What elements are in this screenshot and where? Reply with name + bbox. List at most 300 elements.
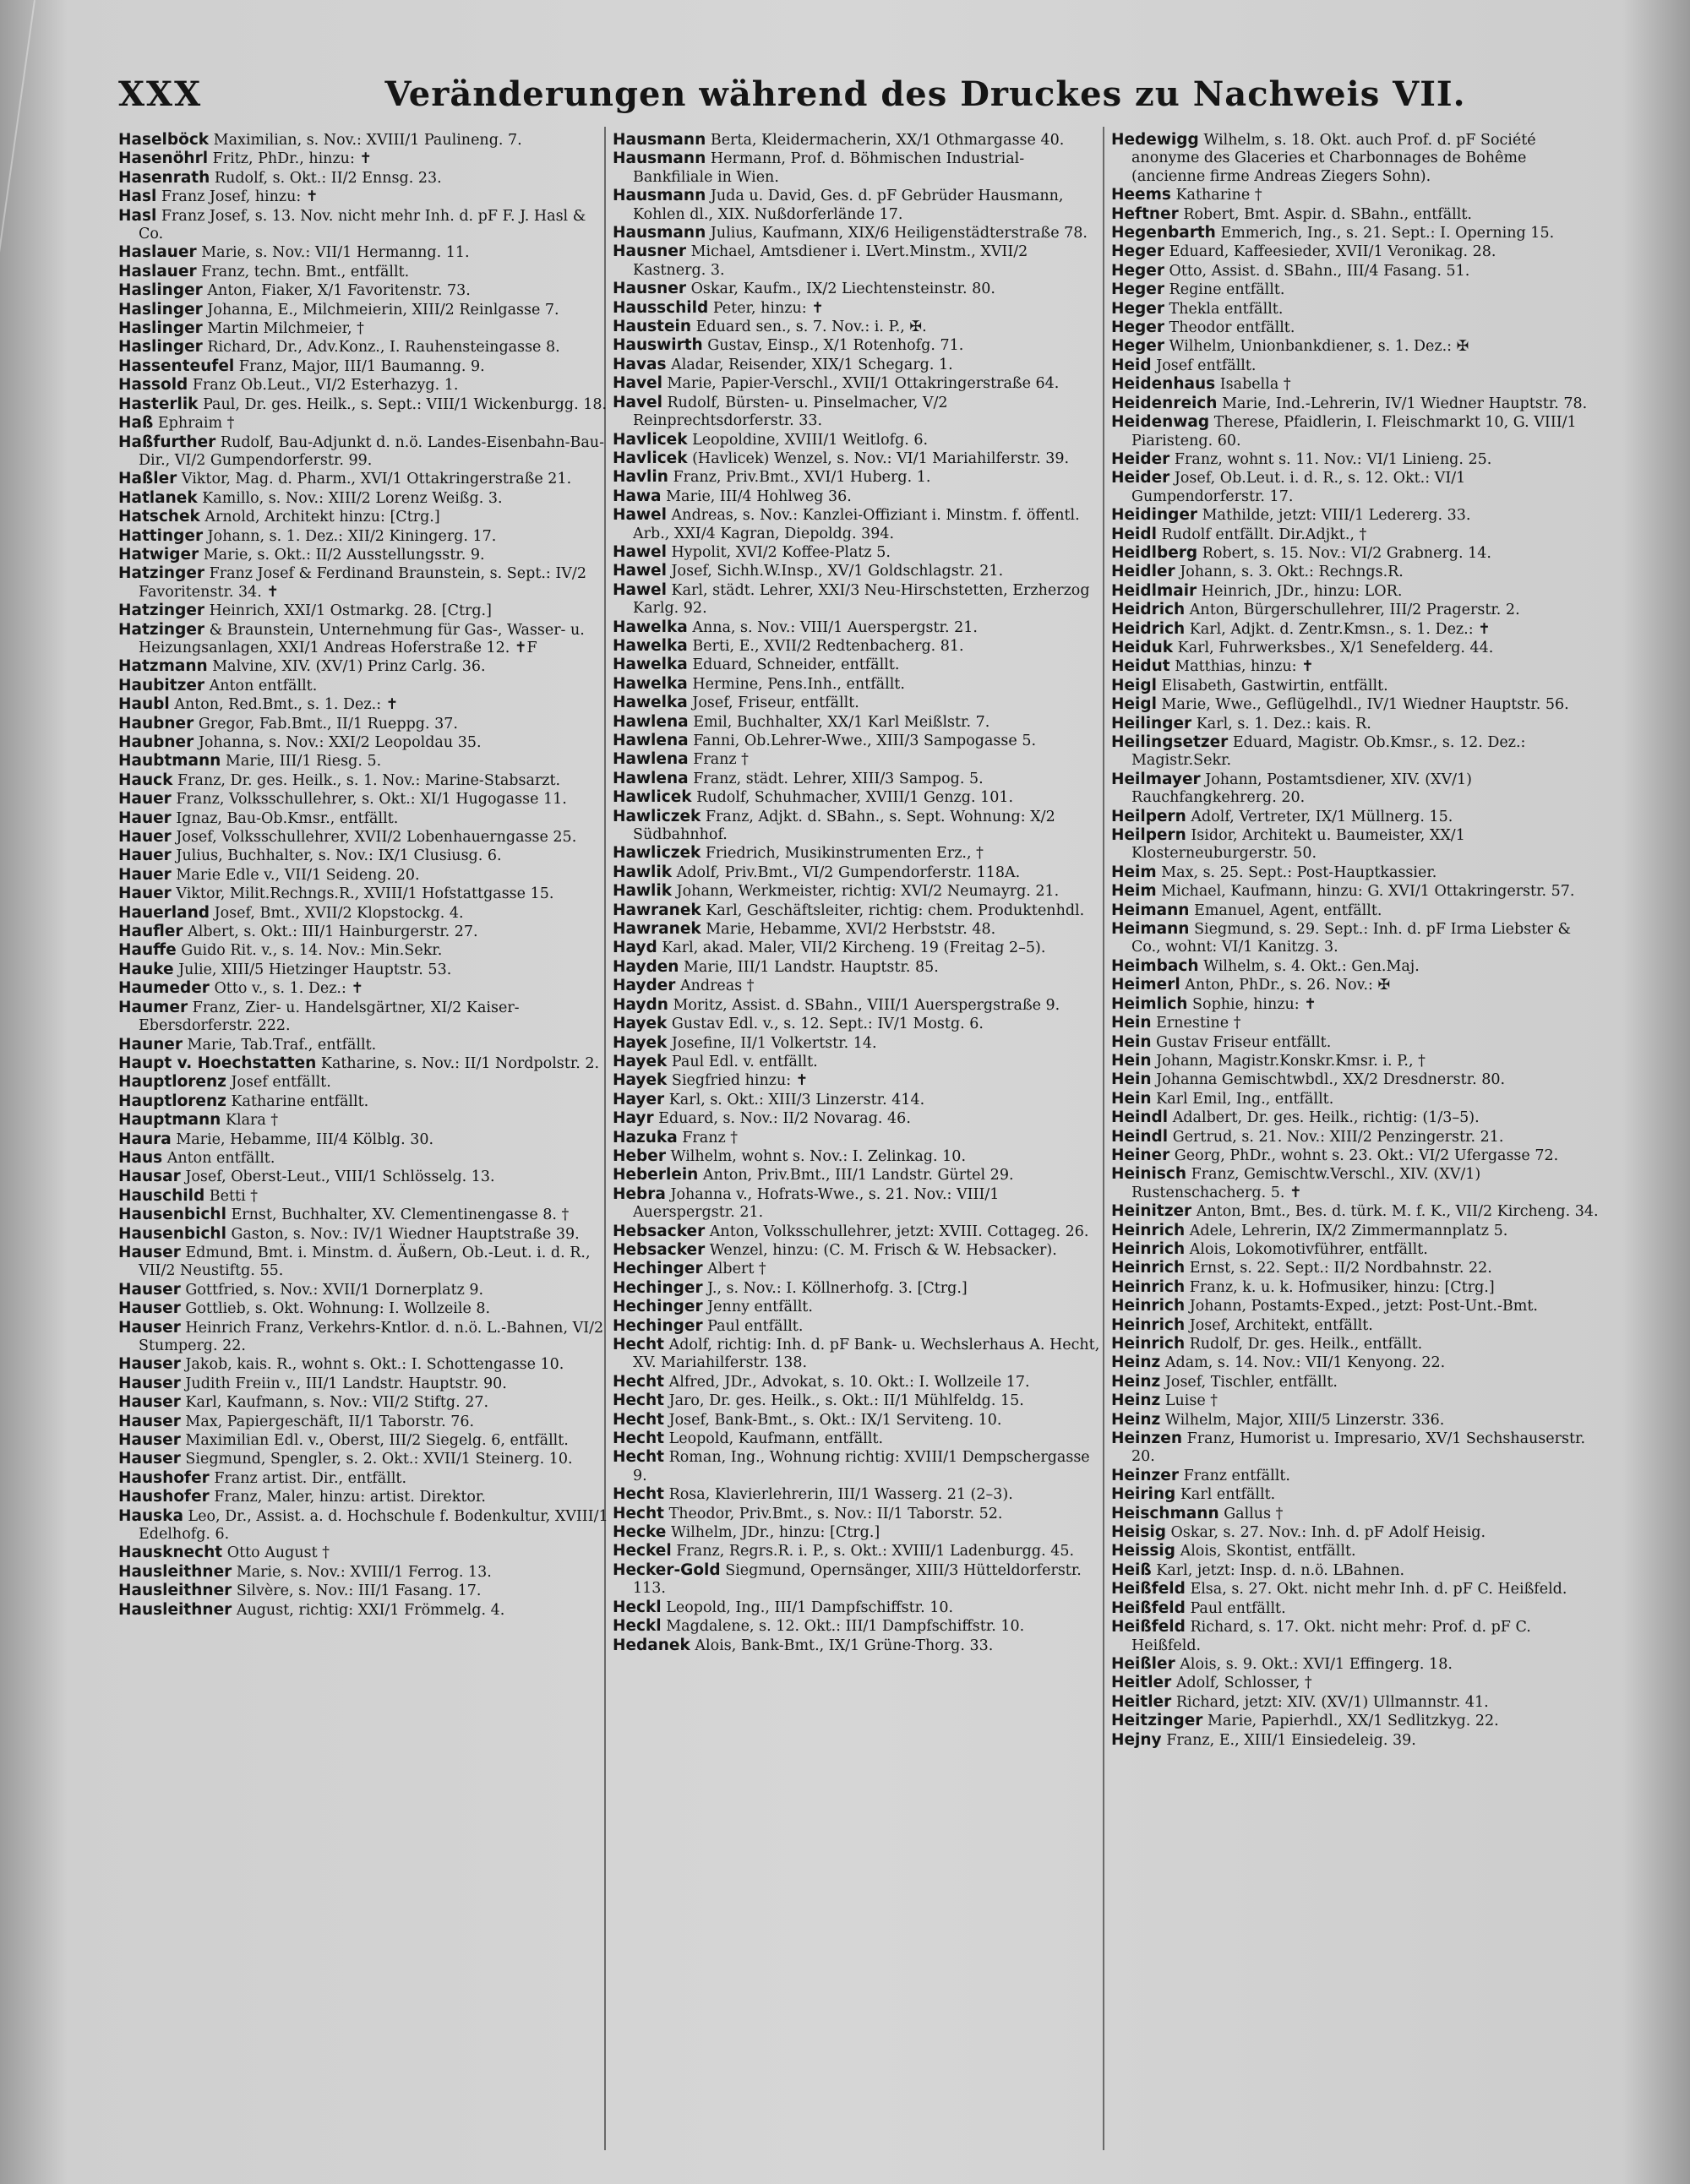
entry-details: Franz Ob.Leut., VI/2 Esterhazyg. 1. bbox=[192, 377, 459, 395]
entry-surname: Heimerl bbox=[1111, 976, 1180, 994]
entry-surname: Hawlena bbox=[613, 750, 689, 769]
directory-entry bbox=[1111, 1561, 1601, 1580]
entry-details: Therese, Pfaidlerin, I. Fleischmarkt 10, G. VIII/1 Piaristeng. 60. bbox=[1131, 414, 1577, 449]
directory-entry bbox=[118, 715, 608, 733]
entry-details: Gustav Friseur entfällt. bbox=[1156, 1033, 1332, 1051]
entry-details: Leopold, Ing., III/1 Dampfschiffstr. 10. bbox=[666, 1599, 954, 1616]
directory-entry bbox=[118, 1281, 608, 1299]
directory-entry bbox=[118, 1319, 608, 1356]
entry-details: Wilhelm, s. 18. Okt. auch Prof. d. pF Société anonyme des Glaceries et Charbonnages de Bohême (ancienne firme Andreas Ziegers Sohn). bbox=[1131, 132, 1536, 185]
directory-entry bbox=[613, 487, 1103, 506]
directory-entry bbox=[613, 356, 1103, 374]
directory-entry bbox=[613, 1109, 1103, 1128]
directory-entry bbox=[118, 131, 608, 150]
entry-surname: Heger bbox=[1111, 299, 1164, 318]
entry-surname: Hawel bbox=[613, 506, 667, 525]
directory-entry bbox=[613, 901, 1103, 920]
directory-entry bbox=[1111, 506, 1601, 525]
entry-details: August, richtig: XXI/1 Frömmelg. 4. bbox=[236, 1601, 505, 1619]
entry-details: Karl, Kaufmann, s. Nov.: VII/2 Stiftg. 27. bbox=[185, 1394, 489, 1412]
entry-surname: Havlicek bbox=[613, 430, 688, 449]
directory-entry bbox=[1111, 1353, 1601, 1372]
directory-entry bbox=[1111, 450, 1601, 469]
entry-surname: Heidenwag bbox=[1111, 413, 1210, 432]
entry-surname: Haupt v. Hoechstatten bbox=[118, 1054, 317, 1072]
entry-details: Wilhelm, s. 4. Okt.: Gen.Maj. bbox=[1203, 957, 1420, 975]
directory-entry bbox=[613, 506, 1103, 543]
entry-surname: Hassold bbox=[118, 376, 188, 395]
entry-details: Oskar, Kaufm., IX/2 Liechtensteinstr. 80. bbox=[690, 280, 995, 298]
directory-entry bbox=[613, 1185, 1103, 1223]
entry-details: Rudolf, s. Okt.: II/2 Ennsg. 23. bbox=[214, 169, 442, 187]
entry-details: Adolf, Priv.Bmt., VI/2 Gumpendorferstr. 118A. bbox=[676, 863, 1021, 881]
entry-details: Josef, Tischler, entfällt. bbox=[1164, 1373, 1338, 1391]
entry-details: Rudolf entfällt. Dir.Adjkt., † bbox=[1161, 526, 1367, 543]
entry-details: Eduard, Magistr. Ob.Kmsr., s. 12. Dez.: Magistr.Sekr. bbox=[1131, 734, 1526, 770]
entry-surname: Hauser bbox=[118, 1374, 181, 1392]
entry-details: Karl, Geschäftsleiter, richtig: chem. Produktenhdl. bbox=[706, 901, 1085, 919]
entry-details: Jaro, Dr. ges. Heilk., s. Okt.: II/1 Mühlfeldg. 15. bbox=[668, 1392, 1024, 1410]
directory-entry bbox=[118, 433, 608, 471]
entry-details: Silvère, s. Nov.: III/1 Fasang. 17. bbox=[236, 1582, 482, 1600]
paper-fold-mark bbox=[0, 0, 35, 2163]
directory-entry bbox=[1111, 186, 1601, 204]
entry-details: Theodor entfällt. bbox=[1169, 319, 1295, 337]
entry-surname: Hausenbichl bbox=[118, 1224, 226, 1243]
entry-details: Karl, s. Okt.: XIII/3 Linzerstr. 414. bbox=[668, 1091, 925, 1108]
entry-details: Thekla entfällt. bbox=[1169, 300, 1284, 318]
entry-surname: Heider bbox=[1111, 449, 1170, 468]
directory-entry bbox=[1111, 677, 1601, 695]
entry-details: Franz Josef & Ferdinand Braunstein, s. Sept.: IV/2 Favoritenstr. 34. ✝ bbox=[139, 565, 586, 601]
entry-details: Elsa, s. 27. Okt. nicht mehr Inh. d. pF C. Heißfeld. bbox=[1190, 1581, 1567, 1599]
directory-entry bbox=[118, 885, 608, 903]
entry-surname: Hayek bbox=[613, 1052, 668, 1070]
directory-entry bbox=[613, 863, 1103, 882]
entry-details: Franz, Maler, hinzu: artist. Direktor. bbox=[214, 1489, 486, 1506]
entry-details: Anna, s. Nov.: VIII/1 Auerspergstr. 21. bbox=[692, 618, 978, 636]
entry-details: Josef, Architekt, entfällt. bbox=[1189, 1316, 1373, 1334]
entry-surname: Hechinger bbox=[613, 1260, 703, 1278]
entry-details: Marie, s. Nov.: VII/1 Hermanng. 11. bbox=[201, 244, 470, 262]
directory-entry bbox=[613, 187, 1103, 224]
directory-entry bbox=[613, 131, 1103, 150]
entry-surname: Heilinger bbox=[1111, 714, 1192, 733]
entry-surname: Hayek bbox=[613, 1015, 668, 1033]
entry-surname: Hausner bbox=[613, 280, 686, 298]
directory-entry bbox=[613, 1091, 1103, 1109]
directory-entry bbox=[118, 546, 608, 564]
directory-entry bbox=[118, 1488, 608, 1506]
entry-details: Franz † bbox=[693, 751, 749, 769]
entry-details: Anton, Bürgerschullehrer, III/2 Pragerstr. 2. bbox=[1189, 602, 1520, 619]
directory-entry bbox=[613, 732, 1103, 750]
directory-entry bbox=[1111, 1485, 1601, 1504]
entry-details: Josef, Bmt., XVII/2 Klopstockg. 4. bbox=[214, 904, 464, 922]
entry-surname: Hausschild bbox=[613, 298, 709, 317]
page-header bbox=[118, 74, 1648, 125]
entry-surname: Heems bbox=[1111, 186, 1171, 204]
directory-entry bbox=[613, 1166, 1103, 1185]
entry-surname: Hein bbox=[1111, 1014, 1152, 1032]
directory-entry bbox=[1111, 1090, 1601, 1108]
entry-details: Josef entfällt. bbox=[231, 1074, 331, 1092]
entry-details: Michael, Kaufmann, hinzu: G. XVI/1 Ottakringerstr. 57. bbox=[1161, 883, 1575, 901]
entry-details: Anton entfällt. bbox=[209, 677, 318, 694]
directory-entry bbox=[118, 1206, 608, 1224]
entry-surname: Hauer bbox=[118, 790, 172, 809]
entry-details: Otto v., s. 1. Dez.: ✝ bbox=[214, 980, 364, 998]
entry-details: Gertrud, s. 21. Nov.: XIII/2 Penzingerstr. 21. bbox=[1172, 1128, 1504, 1146]
directory-entry bbox=[613, 637, 1103, 656]
entry-surname: Heiß bbox=[1111, 1560, 1152, 1579]
directory-entry bbox=[1111, 1202, 1601, 1221]
entry-details: Josef, Sichh.W.Insp., XV/1 Goldschlagstr. 21. bbox=[671, 563, 1004, 580]
entry-details: Josef, Volksschullehrer, XVII/2 Lobenhauerngasse 25. bbox=[176, 829, 577, 847]
directory-entry bbox=[118, 1507, 608, 1544]
directory-entry bbox=[613, 1561, 1103, 1599]
entry-surname: Hauser bbox=[118, 1450, 181, 1468]
directory-entry bbox=[613, 468, 1103, 487]
entry-surname: Haslinger bbox=[118, 338, 203, 357]
entry-details: Isidor, Architekt u. Baumeister, XX/1 Klosterneuburgerstr. 50. bbox=[1131, 827, 1465, 863]
entry-details: Leo, Dr., Assist. a. d. Hochschule f. Bodenkultur, XVIII/1 Edelhofg. 6. bbox=[139, 1507, 608, 1544]
entry-details: Richard, jetzt: XIV. (XV/1) Ullmannstr. 41. bbox=[1175, 1693, 1489, 1711]
directory-entry bbox=[1111, 563, 1601, 581]
entry-surname: Heinz bbox=[1111, 1410, 1161, 1429]
entry-surname: Haslauer bbox=[118, 243, 197, 262]
directory-entry bbox=[1111, 1467, 1601, 1485]
entry-surname: Hawranek bbox=[613, 920, 701, 939]
entry-surname: Hatlanek bbox=[118, 488, 198, 507]
entry-details: Adolf, richtig: Inh. d. pF Bank- u. Wechslerhaus A. Hecht, XV. Mariahilferstr. 138. bbox=[633, 1337, 1100, 1372]
entry-details: Juda u. David, Ges. d. pF Gebrüder Hausmann, Kohlen dl., XIX. Nußdorferlände 17. bbox=[633, 188, 1064, 223]
entry-surname: Heidinger bbox=[1111, 506, 1198, 525]
directory-entry bbox=[613, 958, 1103, 977]
entry-surname: Hauer bbox=[118, 828, 172, 847]
directory-entry bbox=[118, 979, 608, 998]
entry-details: Marie, Hebamme, III/4 Kölblg. 30. bbox=[176, 1130, 434, 1148]
directory-entry bbox=[1111, 224, 1601, 242]
entry-surname: Heilingsetzer bbox=[1111, 733, 1229, 751]
entry-details: Karl, s. 1. Dez.: kais. R. bbox=[1196, 715, 1371, 733]
directory-entry bbox=[1111, 131, 1601, 186]
entry-surname: Heger bbox=[1111, 261, 1164, 280]
directory-entry bbox=[613, 581, 1103, 618]
entry-details: Anton, PhDr., s. 26. Nov.: ✠ bbox=[1185, 977, 1391, 994]
entry-details: Emil, Buchhalter, XX/1 Karl Meißlstr. 7. bbox=[693, 713, 990, 731]
entry-surname: Havlicek bbox=[613, 449, 688, 467]
entry-details: Franz, Adjkt. d. SBahn., s. Sept. Wohnung: X/2 Südbahnhof. bbox=[633, 808, 1055, 844]
entry-details: Theodor, Priv.Bmt., s. Nov.: II/1 Taborstr. 52. bbox=[668, 1505, 1003, 1522]
directory-entry bbox=[118, 301, 608, 319]
directory-entry bbox=[118, 1563, 608, 1582]
entry-details: Franz, Volksschullehrer, s. Okt.: XI/1 Hugogasse 11. bbox=[176, 791, 567, 809]
entry-details: Karl Emil, Ing., entfällt. bbox=[1156, 1090, 1334, 1108]
directory-entry bbox=[1111, 1240, 1601, 1259]
entry-surname: Heger bbox=[1111, 337, 1164, 356]
entry-details: Gottfried, s. Nov.: XVII/1 Dornerplatz 9. bbox=[185, 1281, 484, 1299]
entry-surname: Hawelka bbox=[613, 694, 688, 712]
entry-details: Heinrich, XXI/1 Ostmarkg. 28. [Ctrg.] bbox=[209, 602, 492, 620]
entry-details: Siegmund, Spengler, s. 2. Okt.: XVII/1 Steinerg. 10. bbox=[185, 1451, 573, 1468]
entry-surname: Haßler bbox=[118, 470, 177, 488]
entry-surname: Heilpern bbox=[1111, 826, 1186, 845]
entry-details: Aladar, Reisender, XIX/1 Schegarg. 1. bbox=[671, 356, 953, 373]
entry-details: Oskar, s. 27. Nov.: Inh. d. pF Adolf Heisig. bbox=[1170, 1524, 1486, 1542]
directory-entry bbox=[613, 656, 1103, 674]
entry-surname: Hawlicek bbox=[613, 788, 692, 807]
entry-details: Emmerich, Ing., s. 21. Sept.: I. Operning 15. bbox=[1220, 225, 1555, 242]
entry-details: Jenny entfällt. bbox=[707, 1299, 813, 1316]
entry-surname: Hecht bbox=[613, 1336, 665, 1353]
entry-surname: Heisig bbox=[1111, 1523, 1166, 1542]
directory-entry bbox=[613, 562, 1103, 580]
entry-surname: Haßfurther bbox=[118, 433, 216, 451]
entry-surname: Hawel bbox=[613, 580, 667, 599]
entry-surname: Hawa bbox=[613, 487, 662, 505]
entry-details: Marie, s. Nov.: XVIII/1 Ferrog. 13. bbox=[236, 1563, 492, 1581]
entry-details: Anton, Red.Bmt., s. 1. Dez.: ✝ bbox=[174, 696, 399, 714]
entry-details: Andreas, s. Nov.: Kanzlei-Offiziant i. Minstm. f. öffentl. Arb., XXI/4 Kagran, Diepoldg. 394. bbox=[633, 507, 1080, 542]
directory-entry bbox=[613, 1034, 1103, 1053]
directory-entry bbox=[118, 695, 608, 714]
entry-surname: Hecht bbox=[613, 1372, 665, 1391]
entry-surname: Hawlik bbox=[613, 863, 673, 881]
entry-details: Marie, Papier-Verschl., XVII/1 Ottakringerstraße 64. bbox=[667, 375, 1060, 393]
entry-surname: Heidrich bbox=[1111, 601, 1186, 619]
entry-surname: Heimlich bbox=[1111, 994, 1188, 1013]
entry-surname: Heinrich bbox=[1111, 1259, 1186, 1277]
entry-details: Adolf, Schlosser, † bbox=[1175, 1675, 1312, 1692]
entry-surname: Hecker-Gold bbox=[613, 1560, 721, 1579]
directory-entry bbox=[118, 847, 608, 865]
entry-surname: Hauke bbox=[118, 960, 174, 978]
directory-entry bbox=[613, 844, 1103, 863]
directory-entry bbox=[613, 318, 1103, 336]
entry-details: Karl entfällt. bbox=[1180, 1486, 1276, 1504]
directory-entry bbox=[613, 150, 1103, 187]
entry-surname: Hawliczek bbox=[613, 807, 701, 825]
directory-entry bbox=[613, 996, 1103, 1015]
directory-entry bbox=[118, 150, 608, 168]
directory-entry bbox=[1111, 300, 1601, 319]
entry-surname: Heinrich bbox=[1111, 1315, 1186, 1334]
entry-surname: Hatschek bbox=[118, 508, 200, 526]
entry-surname: Hechinger bbox=[613, 1278, 703, 1297]
entry-details: Siegmund, s. 29. Sept.: Inh. d. pF Irma Liebster & Co., wohnt: VI/1 Kanitzg. 3. bbox=[1131, 921, 1572, 956]
entry-details: Anton, Priv.Bmt., III/1 Landstr. Gürtel 29. bbox=[702, 1167, 1014, 1185]
entry-surname: Heinrich bbox=[1111, 1335, 1186, 1353]
directory-entry bbox=[118, 923, 608, 941]
entry-details: Rosa, Klavierlehrerin, III/1 Wasserg. 21 (2–3). bbox=[668, 1486, 1013, 1504]
directory-entry bbox=[1111, 882, 1601, 901]
directory-entry bbox=[1111, 1712, 1601, 1730]
directory-entry bbox=[613, 1015, 1103, 1033]
directory-entry bbox=[1111, 319, 1601, 337]
entry-surname: Hedanek bbox=[613, 1636, 690, 1654]
directory-entry bbox=[118, 999, 608, 1036]
entry-details: Rudolf, Schuhmacher, XVIII/1 Genzg. 101. bbox=[696, 789, 1014, 807]
entry-details: Heinrich Franz, Verkehrs-Kntlor. d. n.ö. L.-Bahnen, VI/2 Stumperg. 22. bbox=[139, 1319, 604, 1354]
directory-entry bbox=[118, 1601, 608, 1620]
directory-entry bbox=[1111, 1618, 1601, 1655]
directory-entry bbox=[118, 564, 608, 602]
entry-details: Viktor, Milit.Rechngs.R., XVIII/1 Hofstattgasse 15. bbox=[176, 885, 554, 903]
running-title: Veränderungen während des Druckes zu Nachweis VII. bbox=[384, 74, 1466, 114]
entry-surname: Hauer bbox=[118, 865, 172, 884]
entry-surname: Heigl bbox=[1111, 695, 1157, 714]
entry-details: Regine entfällt. bbox=[1169, 281, 1285, 299]
entry-surname: Heinrich bbox=[1111, 1297, 1186, 1315]
entry-details: Josefine, II/1 Volkertstr. 14. bbox=[671, 1034, 877, 1052]
entry-surname: Hauffe bbox=[118, 941, 177, 960]
entry-surname: Hayden bbox=[613, 957, 679, 976]
column-right bbox=[1111, 131, 1601, 2159]
entry-surname: Hauer bbox=[118, 809, 172, 827]
directory-entry bbox=[1111, 1278, 1601, 1297]
entry-surname: Heißfeld bbox=[1111, 1580, 1186, 1599]
entry-details: Mathilde, jetzt: VIII/1 Ledererg. 33. bbox=[1202, 507, 1471, 525]
entry-surname: Heinisch bbox=[1111, 1165, 1187, 1184]
entry-details: Hermann, Prof. d. Böhmischen Industrial-Bankfiliale in Wien. bbox=[633, 150, 1025, 186]
entry-surname: Hayder bbox=[613, 977, 676, 995]
entry-surname: Haydn bbox=[613, 995, 668, 1014]
directory-entry bbox=[1111, 1014, 1601, 1032]
entry-details: Gallus † bbox=[1224, 1505, 1284, 1522]
entry-surname: Havas bbox=[613, 355, 667, 373]
directory-entry bbox=[118, 1054, 608, 1073]
entry-surname: Haß bbox=[118, 414, 154, 433]
directory-entry bbox=[1111, 1392, 1601, 1410]
directory-entry bbox=[118, 677, 608, 695]
entry-details: Franz entfällt. bbox=[1183, 1467, 1290, 1484]
directory-entry bbox=[613, 449, 1103, 468]
entry-details: Wilhelm, Major, XIII/5 Linzerstr. 336. bbox=[1164, 1411, 1445, 1429]
entry-details: Anton, Fiaker, X/1 Favoritenstr. 73. bbox=[207, 282, 471, 300]
entry-details: Franz, techn. Bmt., entfällt. bbox=[201, 263, 410, 280]
entry-surname: Heim bbox=[1111, 863, 1157, 881]
directory-entry bbox=[613, 1373, 1103, 1392]
directory-entry bbox=[613, 1599, 1103, 1617]
entry-surname: Hawelka bbox=[613, 636, 688, 655]
entry-surname: Heider bbox=[1111, 469, 1170, 487]
directory-entry bbox=[1111, 280, 1601, 299]
entry-details: Judith Freiin v., III/1 Landstr. Hauptstr. 90. bbox=[185, 1375, 507, 1392]
directory-entry bbox=[1111, 1655, 1601, 1674]
entry-details: Julie, XIII/5 Hietzinger Hauptstr. 53. bbox=[178, 961, 452, 978]
entry-surname: Hausenbichl bbox=[118, 1206, 226, 1224]
directory-entry bbox=[613, 1279, 1103, 1298]
entry-details: Johann, Magistr.Konskr.Kmsr. i. P., † bbox=[1156, 1052, 1426, 1070]
directory-entry bbox=[1111, 826, 1601, 863]
directory-entry bbox=[1111, 808, 1601, 826]
entry-surname: Hawlena bbox=[613, 769, 689, 787]
entry-details: Anton, Volksschullehrer, jetzt: XVIII. Cottageg. 26. bbox=[709, 1223, 1089, 1240]
entry-surname: Hauptlorenz bbox=[118, 1073, 226, 1092]
entry-surname: Heindl bbox=[1111, 1127, 1169, 1146]
entry-surname: Hawlena bbox=[613, 732, 689, 749]
entry-surname: Heinrich bbox=[1111, 1239, 1186, 1258]
entry-details: Marie, Tab.Traf., entfällt. bbox=[187, 1036, 377, 1054]
entry-details: Karl, Fuhrwerksbes., X/1 Senefelderg. 44. bbox=[1177, 639, 1494, 656]
directory-entry bbox=[118, 1450, 608, 1468]
entry-details: Arnold, Architekt hinzu: [Ctrg.] bbox=[204, 509, 440, 526]
directory-entry bbox=[1111, 1373, 1601, 1392]
entry-surname: Hecht bbox=[613, 1448, 665, 1467]
entry-details: Max, Papiergeschäft, II/1 Taborstr. 76. bbox=[185, 1413, 475, 1430]
entry-surname: Hauser bbox=[118, 1318, 181, 1337]
directory-entry bbox=[613, 299, 1103, 318]
entry-details: Josef, Oberst-Leut., VIII/1 Schlösselg. 13. bbox=[185, 1168, 495, 1186]
entry-surname: Hassenteufel bbox=[118, 357, 235, 375]
entry-details: Adalbert, Dr. ges. Heilk., richtig: (1/3–5). bbox=[1172, 1109, 1480, 1127]
entry-surname: Hausner bbox=[613, 242, 686, 261]
entry-details: Siegfried hinzu: ✝ bbox=[671, 1072, 809, 1090]
entry-details: Johanna, E., Milchmeierin, XIII/2 Reinlgasse 7. bbox=[207, 301, 559, 319]
directory-entry bbox=[1111, 469, 1601, 506]
directory-entry bbox=[118, 1299, 608, 1318]
entry-surname: Heidenreich bbox=[1111, 394, 1218, 412]
directory-entry bbox=[118, 602, 608, 620]
column-left bbox=[118, 131, 608, 2159]
entry-details: J., s. Nov.: I. Köllnerhofg. 3. [Ctrg.] bbox=[707, 1279, 968, 1297]
entry-details: Paul entfällt. bbox=[1190, 1599, 1286, 1617]
entry-details: Ernst, s. 22. Sept.: II/2 Nordbahnstr. 22. bbox=[1189, 1260, 1492, 1277]
entry-details: Roman, Ing., Wohnung richtig: XVIII/1 Dempschergasse 9. bbox=[633, 1449, 1090, 1484]
entry-surname: Heim bbox=[1111, 882, 1157, 901]
directory-entry bbox=[118, 376, 608, 395]
entry-columns bbox=[110, 131, 1656, 2159]
entry-surname: Heitler bbox=[1111, 1692, 1172, 1711]
directory-entry bbox=[1111, 1523, 1601, 1542]
entry-details: Marie, III/1 Riesg. 5. bbox=[225, 753, 382, 771]
entry-details: Eduard sen., s. 7. Nov.: i. P., ✠. bbox=[695, 319, 927, 336]
entry-surname: Hawranek bbox=[613, 901, 701, 919]
directory-entry bbox=[613, 1223, 1103, 1241]
entry-details: Franz Josef, s. 13. Nov. nicht mehr Inh. d. pF F. J. Hasl & Co. bbox=[139, 207, 586, 243]
entry-surname: Hatzinger bbox=[118, 564, 205, 583]
entry-details: Gregor, Fab.Bmt., II/1 Rueppg. 37. bbox=[198, 715, 458, 733]
entry-details: Max, s. 25. Sept.: Post-Hauptkassier. bbox=[1161, 863, 1437, 881]
entry-surname: Heimbach bbox=[1111, 956, 1199, 975]
directory-entry bbox=[1111, 1297, 1601, 1315]
entry-surname: Heidl bbox=[1111, 525, 1157, 543]
entry-surname: Heilmayer bbox=[1111, 770, 1201, 788]
entry-surname: Heckel bbox=[613, 1542, 672, 1560]
entry-details: Maximilian, s. Nov.: XVIII/1 Paulineng. 7. bbox=[213, 132, 522, 149]
entry-details: Maximilian Edl. v., Oberst, III/2 Siegelg. 6, entfällt. bbox=[185, 1432, 569, 1450]
entry-surname: Havlin bbox=[613, 468, 668, 487]
directory-entry bbox=[1111, 337, 1601, 356]
entry-surname: Heinitzer bbox=[1111, 1202, 1192, 1221]
entry-surname: Hauska bbox=[118, 1506, 183, 1525]
entry-surname: Hauser bbox=[118, 1393, 181, 1412]
entry-surname: Havel bbox=[613, 393, 662, 411]
directory-entry bbox=[1111, 1335, 1601, 1353]
entry-surname: Hauser bbox=[118, 1243, 181, 1261]
entry-details: Katharine, s. Nov.: II/1 Nordpolstr. 2. bbox=[320, 1054, 600, 1072]
directory-entry bbox=[613, 1053, 1103, 1071]
directory-entry bbox=[613, 1485, 1103, 1504]
directory-entry bbox=[118, 1092, 608, 1111]
directory-entry bbox=[613, 1298, 1103, 1316]
directory-entry bbox=[1111, 771, 1601, 808]
entry-surname: Haslinger bbox=[118, 319, 203, 338]
entry-surname: Heinzer bbox=[1111, 1466, 1179, 1484]
directory-entry bbox=[118, 828, 608, 847]
directory-entry bbox=[118, 1149, 608, 1168]
